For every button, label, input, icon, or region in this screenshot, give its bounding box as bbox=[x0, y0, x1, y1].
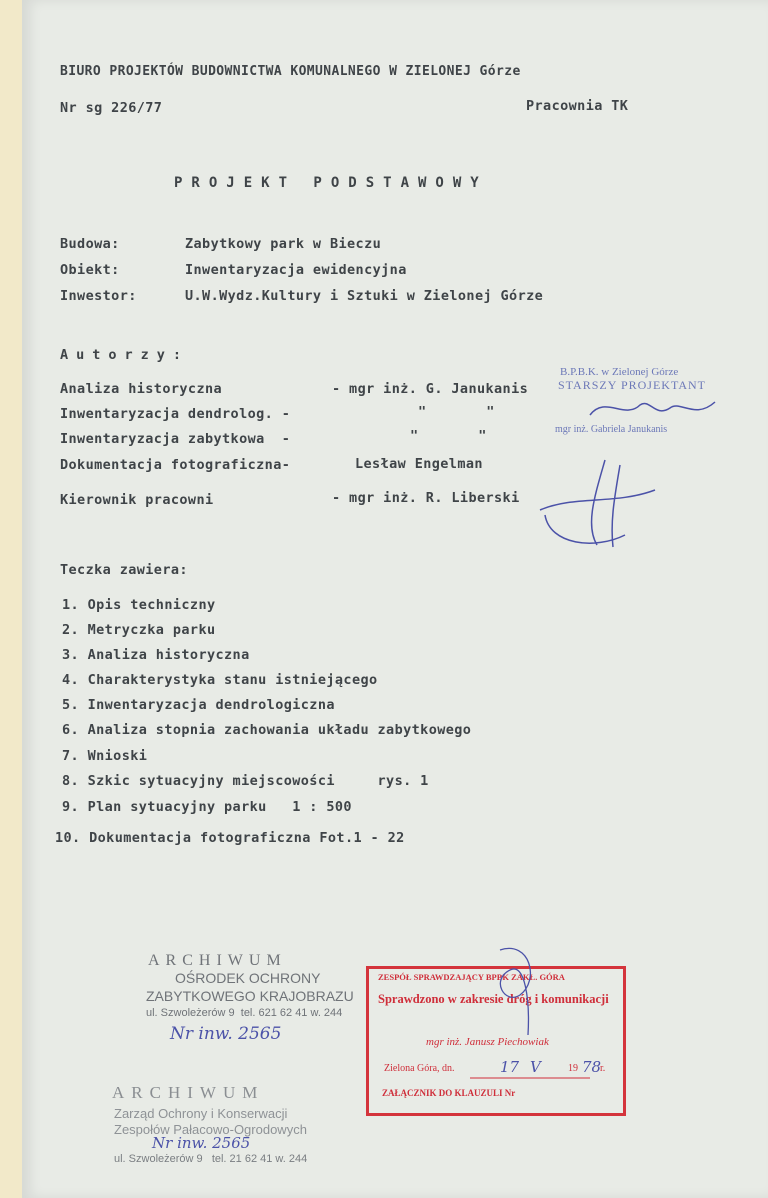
archive-stamp2-line1: Zarząd Ochrony i Konserwacji bbox=[114, 1106, 288, 1121]
author-role-2: Inwentaryzacja dendrolog. - bbox=[60, 406, 291, 422]
archive-stamp-line3: ul. Szwoleżerów 9 tel. 621 62 41 w. 244 bbox=[146, 1007, 343, 1019]
author-role-1: Analiza historyczna bbox=[60, 381, 223, 397]
document-number: Nr sg 226/77 bbox=[60, 100, 163, 116]
author-role-3: Inwentaryzacja zabytkowa - bbox=[60, 431, 291, 447]
contents-item-7: 7. Wnioski bbox=[62, 748, 148, 764]
archive-inventory-number: Nr inw. 2565 bbox=[170, 1024, 282, 1044]
detail-value-inwestor: U.W.Wydz.Kultury i Sztuki w Zielonej Górze bbox=[185, 288, 544, 304]
detail-label-obiekt: Obiekt: bbox=[60, 262, 120, 278]
verify-stamp-line5: ZAŁĄCZNIK DO KLAUZULI Nr bbox=[382, 1088, 516, 1098]
studio-label: Pracownia TK bbox=[526, 98, 629, 114]
contents-item-2: 2. Metryczka parku bbox=[62, 622, 216, 638]
contents-item-9: 9. Plan sytuacyjny parku 1 : 500 bbox=[62, 799, 352, 815]
binding-edge bbox=[0, 0, 22, 1198]
author-name-4: Lesław Engelman bbox=[355, 456, 483, 472]
verify-date-year: 78 bbox=[582, 1058, 602, 1076]
detail-label-inwestor: Inwestor: bbox=[60, 288, 137, 304]
author-stamp-line3: mgr inż. Gabriela Janukanis bbox=[555, 424, 668, 435]
verify-date-year-prefix: 19 bbox=[568, 1063, 578, 1074]
detail-label-budowa: Budowa: bbox=[60, 236, 120, 252]
verify-stamp-line1: ZESPÓŁ SPRAWDZAJĄCY BPBK ZAKŁ. GÓRA bbox=[378, 972, 565, 982]
author-signature bbox=[585, 390, 725, 430]
office-header: BIURO PROJEKTÓW BUDOWNICTWA KOMUNALNEGO W ZIELONEJ Górze bbox=[60, 64, 521, 79]
detail-value-budowa: Zabytkowy park w Bieczu bbox=[185, 236, 382, 252]
author-stamp-line2: STARSZY PROJEKTANT bbox=[558, 378, 706, 392]
verify-date-underline bbox=[470, 1070, 610, 1090]
author-role-4: Dokumentacja fotograficzna- bbox=[60, 457, 291, 473]
authors-heading: Autorzy: bbox=[60, 347, 190, 363]
author-name-2: " " bbox=[418, 404, 495, 420]
author-stamp-line1: B.P.B.K. w Zielonej Górze bbox=[560, 366, 679, 378]
contents-item-4: 4. Charakterystyka stanu istniejącego bbox=[62, 672, 378, 688]
archive-stamp-title: ARCHIWUM bbox=[148, 952, 287, 969]
verify-date-prefix: Zielona Góra, dn. bbox=[384, 1063, 455, 1074]
author-name-5: - mgr inż. R. Liberski bbox=[332, 490, 520, 506]
detail-value-obiekt: Inwentaryzacja ewidencyjna bbox=[185, 262, 407, 278]
archive-stamp2-title: ARCHIWUM bbox=[112, 1083, 265, 1102]
archive-stamp2-line3: ul. Szwoleżerów 9 tel. 21 62 41 w. 244 bbox=[114, 1153, 308, 1165]
archive-stamp-line2: ZABYTKOWEGO KRAJOBRAZU bbox=[146, 988, 354, 1004]
archive-stamp-line1: OŚRODEK OCHRONY bbox=[175, 970, 321, 986]
author-role-5: Kierownik pracowni bbox=[60, 492, 214, 508]
author-name-1: - mgr inż. G. Janukanis bbox=[332, 381, 529, 397]
contents-item-10: 10. Dokumentacja fotograficzna Fot.1 - 22 bbox=[55, 830, 405, 846]
verify-date-day: 17 bbox=[500, 1058, 520, 1076]
verify-stamp-line2: Sprawdzono w zakresie dróg i komunikacji bbox=[378, 992, 609, 1006]
contents-item-6: 6. Analiza stopnia zachowania układu zabytkowego bbox=[62, 722, 472, 738]
contents-item-8: 8. Szkic sytuacyjny miejscowości rys. 1 bbox=[62, 773, 429, 789]
contents-item-1: 1. Opis techniczny bbox=[62, 597, 216, 613]
document-title: PROJEKT PODSTAWOWY bbox=[174, 175, 488, 191]
manager-signature bbox=[535, 455, 665, 555]
verify-stamp-line3: mgr inż. Janusz Piechowiak bbox=[426, 1036, 549, 1048]
verify-date-year-suffix: r. bbox=[600, 1063, 606, 1074]
contents-heading: Teczka zawiera: bbox=[60, 562, 188, 578]
archive-stamp2-line2: Zespołów Pałacowo-Ogrodowych bbox=[114, 1122, 307, 1137]
contents-item-3: 3. Analiza historyczna bbox=[62, 647, 250, 663]
verify-date-month: V bbox=[530, 1058, 541, 1076]
author-name-3: " " bbox=[410, 428, 487, 444]
contents-item-5: 5. Inwentaryzacja dendrologiczna bbox=[62, 697, 335, 713]
archive-stamp2-inventory: Nr inw. 2565 bbox=[152, 1134, 251, 1152]
verifier-signature bbox=[470, 940, 570, 1040]
